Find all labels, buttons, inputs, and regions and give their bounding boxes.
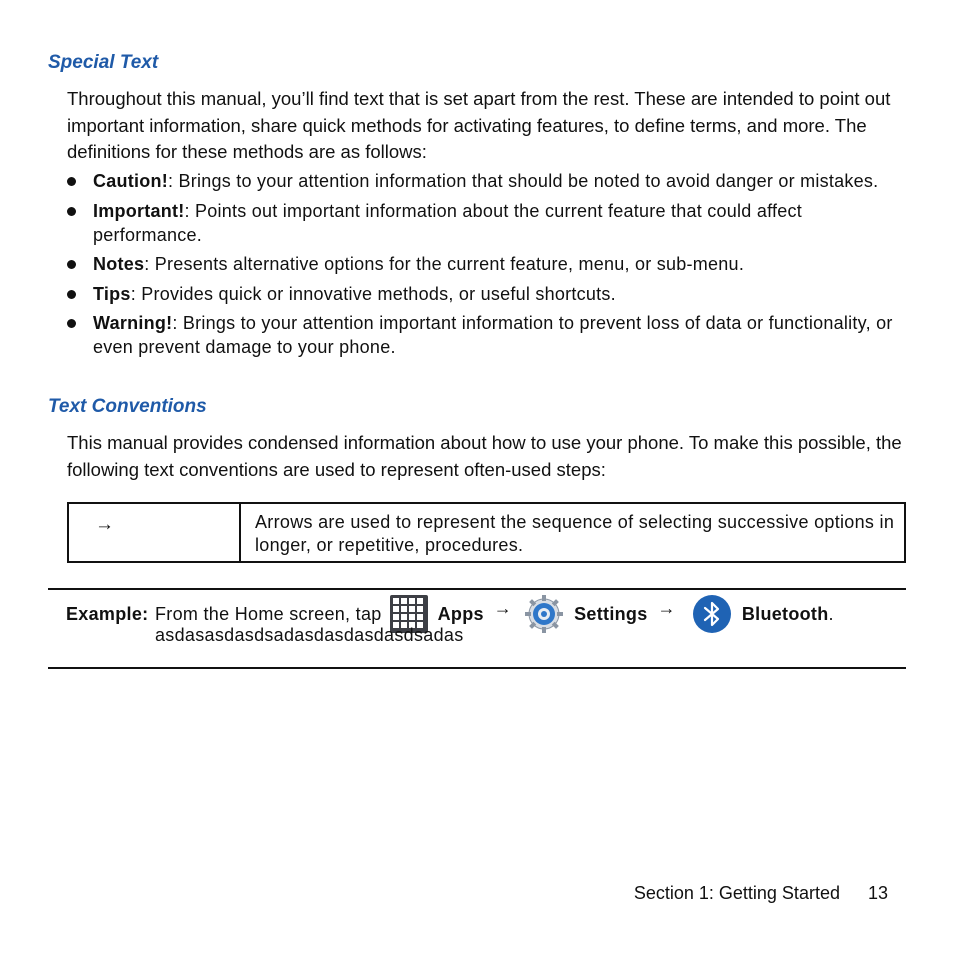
arrow-symbol-cell: → bbox=[69, 504, 241, 561]
special-text-list bbox=[67, 169, 912, 365]
conventions-table bbox=[67, 502, 906, 563]
example-block bbox=[66, 595, 896, 646]
bullet-icon bbox=[67, 177, 76, 186]
example-text: From the Home screen, tap bbox=[155, 603, 382, 624]
list-item bbox=[67, 169, 912, 193]
example-bottom-rule bbox=[48, 667, 906, 669]
settings-gear-icon bbox=[524, 594, 564, 634]
arrow-glyph: → bbox=[493, 597, 513, 618]
footer-section: Section 1: Getting Started bbox=[633, 883, 840, 903]
settings-label: Settings bbox=[574, 603, 648, 624]
item-text: : Brings to your attention information that should be noted to avoid danger or mistakes. bbox=[167, 171, 879, 191]
example-top-rule bbox=[48, 588, 906, 590]
page-footer bbox=[634, 883, 888, 904]
list-item bbox=[67, 199, 912, 247]
item-term: Caution! bbox=[93, 171, 168, 191]
text-conventions-heading: Text Conventions bbox=[48, 396, 207, 417]
text-conventions-intro: This manual provides condensed information about how to use your phone. To make this possible, the following text conventions are used to represent often-used steps: bbox=[67, 432, 902, 480]
example-period: . bbox=[828, 603, 834, 624]
special-text-intro: Throughout this manual, you’ll find text that is set apart from the rest. These are intended to point out important information, share quick methods for activating features, to define terms, and more. The definitions for these methods are as follows: bbox=[67, 88, 891, 162]
item-term: Important! bbox=[93, 200, 185, 221]
item-term: Notes bbox=[93, 254, 145, 274]
special-text-heading: Special Text bbox=[48, 52, 159, 73]
bullet-icon bbox=[67, 319, 76, 328]
arrow-glyph: → bbox=[657, 597, 676, 618]
bullet-icon bbox=[67, 207, 76, 216]
bluetooth-icon bbox=[692, 594, 732, 634]
item-text: : Points out important information about the current feature that could affect performance. bbox=[93, 200, 803, 245]
item-text: : Presents alternative options for the current feature, menu, or sub-menu. bbox=[144, 254, 745, 274]
bullet-icon bbox=[67, 260, 76, 269]
bullet-icon bbox=[67, 290, 76, 299]
item-term: Warning! bbox=[93, 313, 173, 333]
bluetooth-label: Bluetooth bbox=[741, 603, 829, 624]
example-label: Example: bbox=[66, 603, 149, 624]
apps-label: Apps bbox=[437, 603, 484, 624]
item-text: : Brings to your attention important information to prevent loss of data or functionality, or even prevent damage to your phone. bbox=[93, 313, 893, 357]
item-text: : Provides quick or innovative methods, or useful shortcuts. bbox=[130, 283, 616, 304]
item-term: Tips bbox=[93, 283, 131, 304]
example-line-2: asdasasdasdsadasdasdasdasdsadas bbox=[155, 625, 464, 645]
list-item bbox=[67, 282, 912, 306]
page-number: 13 bbox=[867, 883, 888, 903]
list-item bbox=[67, 252, 912, 276]
list-item bbox=[67, 311, 912, 359]
arrow-description-cell: Arrows are used to represent the sequence of selecting successive options in longer, or repetitive, procedures. bbox=[255, 512, 895, 555]
